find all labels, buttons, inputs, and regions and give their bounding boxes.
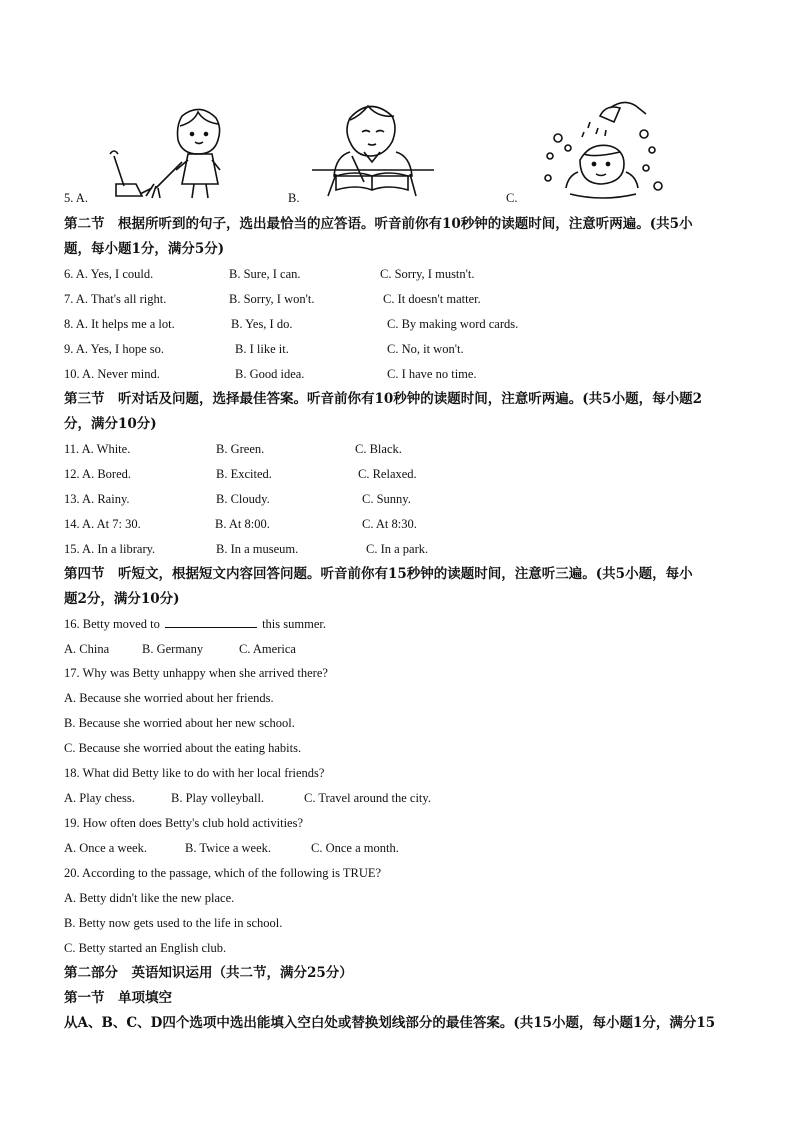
part2-section1-title: 第一节 单项填空 xyxy=(64,990,172,1006)
q11-option-c: C. Black. xyxy=(355,442,402,456)
q9-option-c: C. No, it won't. xyxy=(387,342,464,356)
q16-option-b: B. Germany xyxy=(142,642,204,656)
q14-option-a: 14. A. At 7: 30. xyxy=(64,517,141,531)
part2-title: 第二部分 英语知识运用（共二节，满分25分） xyxy=(64,965,353,981)
q6-option-b: B. Sure, I can. xyxy=(229,267,301,281)
section4-heading-cont: 题2分，满分10分) xyxy=(64,591,180,607)
q13-option-a: 13. A. Rainy. xyxy=(64,492,130,506)
q9-option-b: B. I like it. xyxy=(235,342,289,356)
q18-option-b: B. Play volleyball. xyxy=(171,791,265,805)
q10-option-b: B. Good idea. xyxy=(235,367,305,381)
q17-stem: 17. Why was Betty unhappy when she arrived there? xyxy=(64,666,328,680)
q12-option-b: B. Excited. xyxy=(216,467,272,481)
q8-option-a: 8. A. It helps me a lot. xyxy=(64,317,175,331)
q17-option-a: A. Because she worried about her friends. xyxy=(64,691,274,705)
q16-blank xyxy=(165,616,257,628)
q11-option-a: 11. A. White. xyxy=(64,442,131,456)
q6-option-c: C. Sorry, I mustn't. xyxy=(380,267,475,281)
section3-heading: 第三节 听对话及问题，选择最佳答案。听音前你有10秒钟的读题时间，注意听两遍。(共5小题，每小题2 xyxy=(64,391,702,407)
q14-option-b: B. At 8:00. xyxy=(215,517,270,531)
q20-stem: 20. According to the passage, which of the following is TRUE? xyxy=(64,866,382,880)
boy-writing-illustration xyxy=(306,96,438,200)
q5-label-a: 5. A. xyxy=(64,191,88,205)
q19-option-b: B. Twice a week. xyxy=(185,841,272,855)
q16-option-a: A. China xyxy=(64,642,110,656)
q11-option-b: B. Green. xyxy=(216,442,265,456)
q7-option-b: B. Sorry, I won't. xyxy=(229,292,315,306)
section2-heading-cont: 题，每小题1分，满分5分) xyxy=(64,241,225,257)
q18-option-c: C. Travel around the city. xyxy=(304,791,431,805)
q12-option-a: 12. A. Bored. xyxy=(64,467,132,481)
q20-option-b: B. Betty now gets used to the life in school. xyxy=(64,916,283,930)
q8-option-c: C. By making word cards. xyxy=(387,317,519,331)
q18-stem: 18. What did Betty like to do with her local friends? xyxy=(64,766,325,780)
q16-stem-pre: 16. Betty moved to xyxy=(64,617,160,631)
q18-option-a: A. Play chess. xyxy=(64,791,135,805)
q17-option-b: B. Because she worried about her new school. xyxy=(64,716,295,730)
q20-option-c: C. Betty started an English club. xyxy=(64,941,227,955)
q8-option-b: B. Yes, I do. xyxy=(231,317,293,331)
q16-option-c: C. America xyxy=(239,642,296,656)
q9-option-a: 9. A. Yes, I hope so. xyxy=(64,342,165,356)
q12-option-c: C. Relaxed. xyxy=(358,467,417,481)
boy-showering-illustration xyxy=(540,98,670,200)
q20-option-a: A. Betty didn't like the new place. xyxy=(64,891,235,905)
part2-instructions: 从A、B、C、D四个选项中选出能填入空白处或替换划线部分的最佳答案。(共15小题，每小题1分，满分15 xyxy=(64,1015,716,1031)
section4-heading: 第四节 听短文，根据短文内容回答问题。听音前你有15秒钟的读题时间，注意听三遍。(共5小题，每小 xyxy=(64,566,693,582)
q13-option-c: C. Sunny. xyxy=(362,492,411,506)
q5-label-c: C. xyxy=(506,191,518,205)
q15-option-c: C. In a park. xyxy=(366,542,429,556)
girl-sweeping-illustration xyxy=(104,104,234,200)
q19-stem: 19. How often does Betty's club hold activities? xyxy=(64,816,304,830)
q13-option-b: B. Cloudy. xyxy=(216,492,270,506)
q19-option-c: C. Once a month. xyxy=(311,841,399,855)
q7-option-a: 7. A. That's all right. xyxy=(64,292,167,306)
q17-option-c: C. Because she worried about the eating habits. xyxy=(64,741,302,755)
q15-option-a: 15. A. In a library. xyxy=(64,542,156,556)
q15-option-b: B. In a museum. xyxy=(216,542,299,556)
q7-option-c: C. It doesn't matter. xyxy=(383,292,481,306)
q10-option-a: 10. A. Never mind. xyxy=(64,367,160,381)
section2-heading: 第二节 根据所听到的句子，选出最恰当的应答语。听音前你有10秒钟的读题时间，注意听两遍。(共5小 xyxy=(64,216,693,232)
q6-option-a: 6. A. Yes, I could. xyxy=(64,267,154,281)
section3-heading-cont: 分，满分10分) xyxy=(64,416,157,432)
q19-option-a: A. Once a week. xyxy=(64,841,147,855)
q14-option-c: C. At 8:30. xyxy=(362,517,417,531)
q16-stem-post: this summer. xyxy=(262,617,326,631)
q5-label-b: B. xyxy=(288,191,300,205)
q16-stem xyxy=(64,616,326,632)
q10-option-c: C. I have no time. xyxy=(387,367,477,381)
